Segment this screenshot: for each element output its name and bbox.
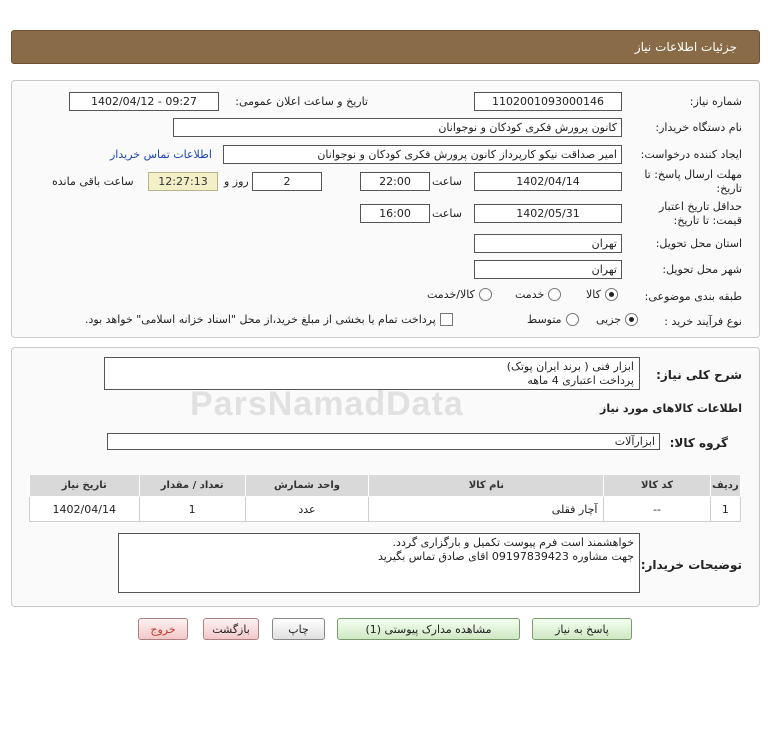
payment-treasury-note: پرداخت تمام یا بخشی از مبلغ خرید،از محل "اسناد خزانه اسلامی" خواهد بود. [85, 313, 436, 326]
cell-row: 1 [710, 497, 740, 522]
deadline-time-word: ساعت [432, 175, 462, 188]
payment-treasury-checkbox[interactable] [440, 313, 453, 326]
creator-field: امیر صداقت نیکو کارپرداز کانون پرورش فکری کودکان و نوجوانان [223, 145, 622, 164]
page-header [11, 30, 760, 64]
deadline-label-1: مهلت ارسال پاسخ: تا [644, 168, 742, 181]
category-option-service[interactable] [515, 288, 561, 301]
days-word: روز و [224, 175, 249, 188]
cell-code: -- [604, 497, 710, 522]
col-row: ردیف [710, 475, 740, 497]
deadline-date-field: 1402/04/14 [474, 172, 622, 191]
days-field: 2 [252, 172, 322, 191]
summary-line-2: پرداخت اعتباری 4 ماهه [527, 374, 634, 387]
city-field: تهران [474, 260, 622, 279]
deadline-time-field: 22:00 [360, 172, 430, 191]
city-label: شهر محل تحویل: [662, 263, 742, 276]
buyer-notes-line-2: جهت مشاوره 09197839423 اقای صادق تماس بگیرید [377, 550, 634, 563]
remaining-time-box: 12:27:13 [148, 172, 218, 191]
attachments-button[interactable]: مشاهده مدارک پیوستی (1) [337, 618, 520, 640]
category-goods-service-radio[interactable] [479, 288, 492, 301]
need-number-field: 1102001093000146 [474, 92, 622, 111]
category-option-goods[interactable] [586, 288, 618, 301]
col-date: تاریخ نیاز [30, 475, 140, 497]
cell-name: آچار فقلی [369, 497, 604, 522]
process-medium-radio[interactable] [566, 313, 579, 326]
goods-group-label: گروه کالا: [669, 436, 728, 450]
process-label: نوع فرآیند خرید : [664, 315, 742, 328]
buyer-notes-label: توضیحات خریدار: [640, 558, 742, 572]
province-field: تهران [474, 234, 622, 253]
validity-label-2: قیمت: تا تاریخ: [673, 214, 742, 227]
cell-qty: 1 [139, 497, 245, 522]
buyer-notes-textbox [118, 533, 640, 593]
validity-time-field: 16:00 [360, 204, 430, 223]
category-service-label: خدمت [515, 288, 545, 301]
goods-table-wrapper [29, 474, 741, 522]
payment-treasury-option[interactable] [85, 313, 453, 326]
summary-line-1: ابزار فنی ( برند ایران پوتک) [506, 360, 634, 373]
remaining-word: ساعت باقی مانده [52, 175, 134, 188]
page-title: جزئیات اطلاعات نیاز [634, 40, 737, 54]
process-medium-label: متوسط [527, 313, 562, 326]
need-number-label: شماره نیاز: [689, 95, 742, 108]
process-option-minor[interactable] [596, 313, 638, 326]
reply-button[interactable]: پاسخ به نیاز [532, 618, 632, 640]
validity-date-field: 1402/05/31 [474, 204, 622, 223]
table-row [30, 497, 741, 522]
exit-button[interactable]: خروج [138, 618, 188, 640]
back-button[interactable]: بازگشت [203, 618, 259, 640]
buyer-org-field: کانون پرورش فکری کودکان و نوجوانان [173, 118, 622, 137]
category-goods-label: کالا [586, 288, 601, 301]
cell-date: 1402/04/14 [30, 497, 140, 522]
announce-label: تاریخ و ساعت اعلان عمومی: [235, 95, 368, 108]
col-unit: واحد شمارش [245, 475, 369, 497]
col-code: کد کالا [604, 475, 710, 497]
announce-field: 1402/04/12 - 09:27 [69, 92, 219, 111]
creator-label: ایجاد کننده درخواست: [640, 148, 742, 161]
process-minor-radio[interactable] [625, 313, 638, 326]
print-button[interactable]: چاپ [272, 618, 325, 640]
col-qty: تعداد / مقدار [139, 475, 245, 497]
validity-label-1: حداقل تاریخ اعتبار [658, 200, 742, 213]
process-minor-label: جزیی [596, 313, 622, 326]
validity-time-word: ساعت [432, 207, 462, 220]
watermark: ParsNamadData [190, 385, 464, 423]
deadline-label-2: تاریخ: [716, 182, 742, 195]
buyer-contact-link[interactable]: اطلاعات تماس خریدار [110, 148, 212, 161]
col-name: نام کالا [369, 475, 604, 497]
goods-group-field: ابزارآلات [107, 433, 660, 450]
buyer-org-label: نام دستگاه خریدار: [655, 121, 742, 134]
category-goods-service-label: کالا/خدمت [427, 288, 475, 301]
category-goods-radio[interactable] [605, 288, 618, 301]
category-option-goods-service[interactable] [427, 288, 492, 301]
cell-unit: عدد [245, 497, 369, 522]
goods-table-header [30, 475, 741, 497]
summary-label: شرح کلی نیاز: [656, 368, 742, 382]
goods-section-title: اطلاعات کالاهای مورد نیاز [600, 402, 742, 415]
category-label: طبقه بندی موضوعی: [644, 290, 742, 303]
goods-table [29, 474, 741, 522]
category-service-radio[interactable] [548, 288, 561, 301]
process-option-medium[interactable] [527, 313, 579, 326]
province-label: استان محل تحویل: [655, 237, 742, 250]
buyer-notes-line-1: خواهشمند است فرم پیوست تکمیل و بارگزاری گردد. [392, 536, 634, 549]
